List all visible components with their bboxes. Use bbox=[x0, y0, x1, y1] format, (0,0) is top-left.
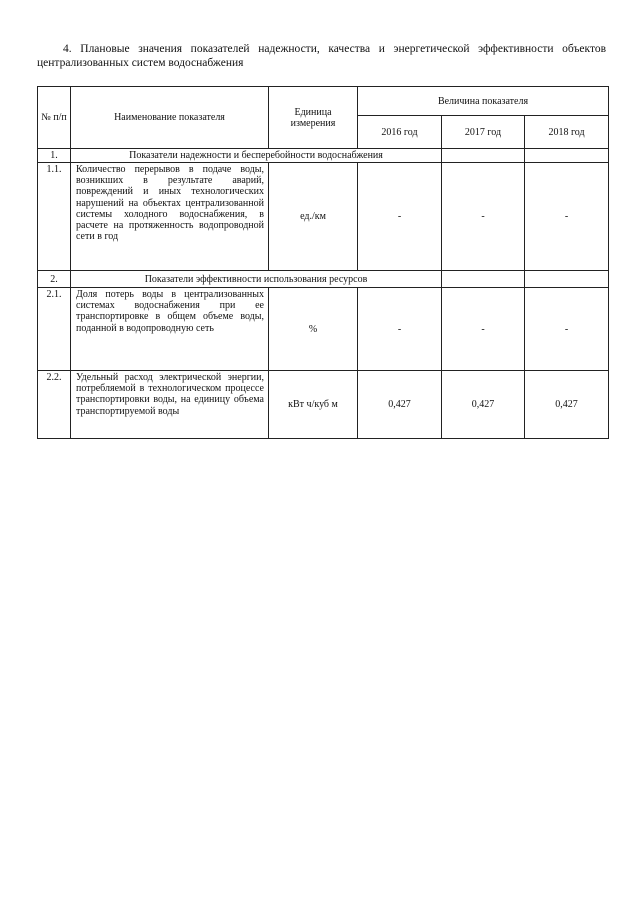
row-value-2018: 0,427 bbox=[525, 371, 609, 439]
header-name: Наименование показателя bbox=[71, 87, 269, 149]
row-value-2016: - bbox=[358, 288, 442, 371]
row-value-2018: - bbox=[525, 163, 609, 271]
row-value-2016: 0,427 bbox=[358, 371, 442, 439]
empty-cell bbox=[525, 271, 609, 288]
row-num: 2.1. bbox=[38, 288, 71, 371]
row-unit: кВт ч/куб м bbox=[269, 371, 358, 439]
table-row bbox=[38, 163, 609, 271]
row-unit: % bbox=[269, 288, 358, 371]
indicators-table bbox=[37, 86, 609, 439]
empty-cell bbox=[442, 271, 525, 288]
row-num: 1.1. bbox=[38, 163, 71, 271]
header-year-2017: 2017 год bbox=[442, 116, 525, 149]
header-value-group: Величина показателя bbox=[358, 87, 609, 116]
row-value-2018: - bbox=[525, 288, 609, 371]
section-title: Показатели надежности и бесперебойности водоснабжения bbox=[71, 149, 442, 163]
row-name: Удельный расход электрической энергии, потребляемой в технологическом процессе транспортировки воды, на единицу объема транспортируемой воды bbox=[71, 371, 269, 439]
row-value-2017: - bbox=[442, 163, 525, 271]
section-num: 1. bbox=[38, 149, 71, 163]
row-value-2017: 0,427 bbox=[442, 371, 525, 439]
row-value-2017: - bbox=[442, 288, 525, 371]
header-year-2018: 2018 год bbox=[525, 116, 609, 149]
section-num: 2. bbox=[38, 271, 71, 288]
section-row bbox=[38, 271, 609, 288]
row-name: Количество перерывов в подаче воды, возникших в результате аварий, повреждений и иных технологических нарушений на объектах централизованной системы холодного водоснабжения, в расчете на протяженность водопроводной сети в год bbox=[71, 163, 269, 271]
row-value-2016: - bbox=[358, 163, 442, 271]
row-name: Доля потерь воды в централизованных системах водоснабжения при ее транспортировке в общем объеме воды, поданной в водопроводную сеть bbox=[71, 288, 269, 371]
table-row bbox=[38, 288, 609, 371]
document-heading: 4. Плановые значения показателей надежности, качества и энергетической эффективности объектов централизованных систем водоснабжения bbox=[37, 43, 606, 69]
table-row bbox=[38, 371, 609, 439]
section-row bbox=[38, 149, 609, 163]
empty-cell bbox=[525, 149, 609, 163]
row-num: 2.2. bbox=[38, 371, 71, 439]
section-title: Показатели эффективности использования ресурсов bbox=[71, 271, 442, 288]
empty-cell bbox=[442, 149, 525, 163]
header-unit: Единица измерения bbox=[269, 87, 358, 149]
header-year-2016: 2016 год bbox=[358, 116, 442, 149]
header-num: № п/п bbox=[38, 87, 71, 149]
row-unit: ед./км bbox=[269, 163, 358, 271]
